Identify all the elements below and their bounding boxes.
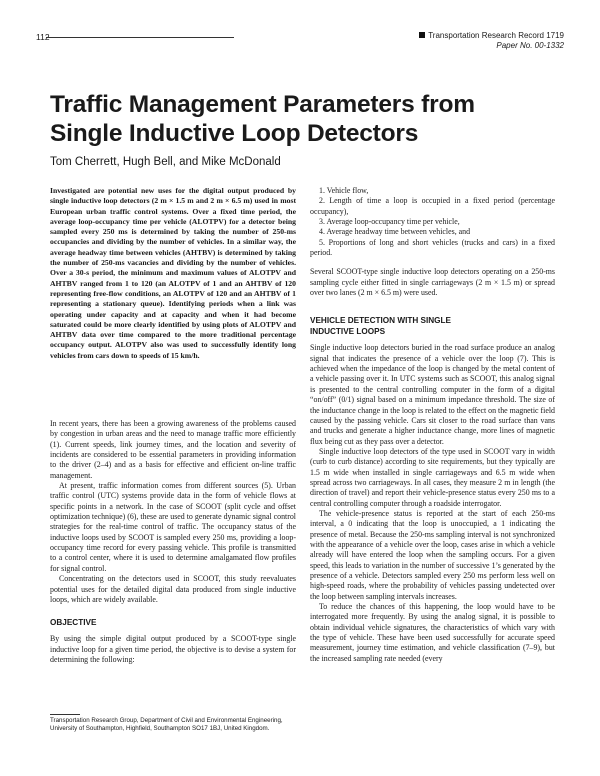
objective-list-item: 4. Average headway time between vehicles, and: [319, 227, 471, 237]
objective-heading: OBJECTIVE: [50, 618, 97, 628]
square-bullet-icon: [419, 32, 425, 38]
objective-list-item: 2. Length of time a loop is occupied in a fixed period (percentage occupancy),: [310, 196, 555, 216]
paper-number: Paper No. 00-1332: [496, 41, 564, 50]
intro-paragraph-3: Concentrating on the detectors used in SCOOT, this study reevaluates potential uses for the detailed digital data produced from single inductive loops, which are widely available.: [50, 574, 296, 604]
article-title: [50, 90, 570, 148]
footnote-rule: [50, 714, 80, 715]
objective-list-item: 5. Proportions of long and short vehicles (trucks and cars) in a fixed period.: [310, 237, 555, 258]
vehicle-detection-heading: [310, 316, 555, 337]
running-header: [419, 31, 564, 51]
scoot-loops-paragraph: Several SCOOT-type single inductive loop detectors operating on a 250-ms sampling cycle either fitted in single carriageways (2 m × 1.5 m) or spread over two lanes (2 m × 6.5 m) were used.: [310, 267, 555, 298]
right-column-body: [310, 186, 555, 664]
objective-list-item: 3. Average loop-occupancy time per vehicle,: [319, 217, 460, 227]
author-list: Tom Cherrett, Hugh Bell, and Mike McDonald: [50, 156, 281, 168]
header-rule: [46, 37, 234, 38]
objective-list: [310, 186, 555, 258]
detection-paragraph-4: To reduce the chances of this happening, the loop would have to be interrogated more frequently. By using the analog signal, it is possible to obtain individual vehicle signatures, the characteristics of which vary with the type of vehicle. These have been used successfully for accurate speed measurement, journey time estimation, and vehicle classification (7–9), but the increased sampling rate needed (every: [310, 602, 555, 663]
vehicle-detection-heading-line-1: VEHICLE DETECTION WITH SINGLE: [310, 316, 452, 326]
journal-name: Transportation Research Record 1719: [428, 31, 564, 40]
title-line-2: Single Inductive Loop Detectors: [50, 120, 419, 147]
detection-paragraph-2: Single inductive loop detectors of the type used in SCOOT vary in width (curb to curb distance) according to site requirements, but they typically are 1.5 m wide when installed in single carriageways and 6.5 m wide when spread across two carriageways. In all cases, they measure 2 m in length (the direction of travel) and report their vehicle-presence status every 250 ms to a central controlling computer through a roadside interrogator.: [310, 446, 555, 508]
title-line-1: Traffic Management Parameters from: [50, 91, 475, 118]
objective-paragraph: By using the simple digital output produced by a SCOOT-type single inductive loop for a given time period, the objective is to devise a system for determining the following:: [50, 634, 296, 664]
intro-paragraph-2: At present, traffic information comes from different sources (5). Urban traffic control (UTC) systems provide data in the form of vehicle flows at specific points in a network. In the case of SCOOT (split cycle and offset optimization technique) (6), these are used to generate dynamic signal control strategies for the real-time control of traffic. The occupancy status of the inductive loops used by SCOOT is sampled every 250 ms, providing a loop-occupancy time record for every passing vehicle. This profile is transmitted to a control center, where it is used to determine amalgamated flow profiles for signal control.: [50, 481, 296, 573]
intro-paragraph-1: In recent years, there has been a growing awareness of the problems caused by congestion in urban areas and the need to manage traffic more efficiently (1). Current speeds, link journey times, and the location and severity of incidents are considered to be essential parameters in providing information to the driver (2–4) and as a basis for effective and efficient on-line traffic management.: [50, 419, 296, 480]
affiliation-footnote: Transportation Research Group, Department of Civil and Environmental Engineering, University of Southampton, Highfield, Southampton SO17 1BJ, United Kingdom.: [50, 717, 283, 733]
detection-paragraph-1: Single inductive loop detectors buried in the road surface produce an analog signal that indicates the presence of a vehicle over the loop (7). This is achieved when the impedance of the loop is changed by the metal content of a vehicle passing over it. In UTC systems such as SCOOT, this analog signal is presented to the central controlling computer in the form of a digital “on/off” (0/1) signal based on a minimum impedance threshold. The size of the inductance change in the loop is related to the effect on the magnetic field caused by the passing vehicle. Cars sit closer to the road surface than vans and trucks and generate a higher inductance change, more lines of magnetic flux being cut as they pass over a detector.: [310, 343, 555, 446]
page-number: 112: [36, 32, 50, 42]
abstract: Investigated are potential new uses for the digital output produced by single inductive loop detectors (2 m × 1.5 m and 2 m × 6.5 m) used in most European urban traffic control systems. Over a fixed time period, the average loop-occupancy time per vehicle (ALOTPV) for a detector being sampled every 250 ms is determined by taking the number of 250-ms occupancies and dividing by the number of vehicles. In a similar way, the average headway time between vehicles (AHTBV) is determined by taking the number of 250-ms vacancies and dividing by the number of vehicles. Over a 30-s period, the minimum and maximum values of ALOTPV and AHTBV ranged from 1 to 120 (an ALOTPV of 1 and an AHTBV of 120 representing free-flow conditions, an ALOTPV of 120 and an AHTBV of 1 representing a stationary queue). Identifying periods when a link was operating under capacity and at capacity and when it had become saturated could be more clearly identified by using plots of ALOTPV and AHTBV data over time compared to the more traditional percentage occupancy output. ALOTPV also was used to successfully identify long vehicles from cars down to speeds of 15 km/h.: [50, 186, 296, 360]
objective-list-item: 1. Vehicle flow,: [319, 186, 369, 195]
vehicle-detection-heading-line-2: INDUCTIVE LOOPS: [310, 326, 386, 336]
left-column-body: [50, 419, 296, 665]
detection-paragraph-3: The vehicle-presence status is reported at the start of each 250-ms interval, a 0 indicating that the loop is unoccupied, a 1 indicating the presence of metal. Because the 250-ms sampling interval is not synchronized with the appearance of a vehicle over the loop, cases arise in which a vehicle already will have entered the loop when the sampling occurs. For a given speed, this leads to variation in the number of successive 1’s generated by the presence of a vehicle. Detectors sampled every 250 ms perform less well on high-speed roads, where the probability of vehicles passing undetected over the loop between sampling intervals increases.: [310, 508, 555, 601]
